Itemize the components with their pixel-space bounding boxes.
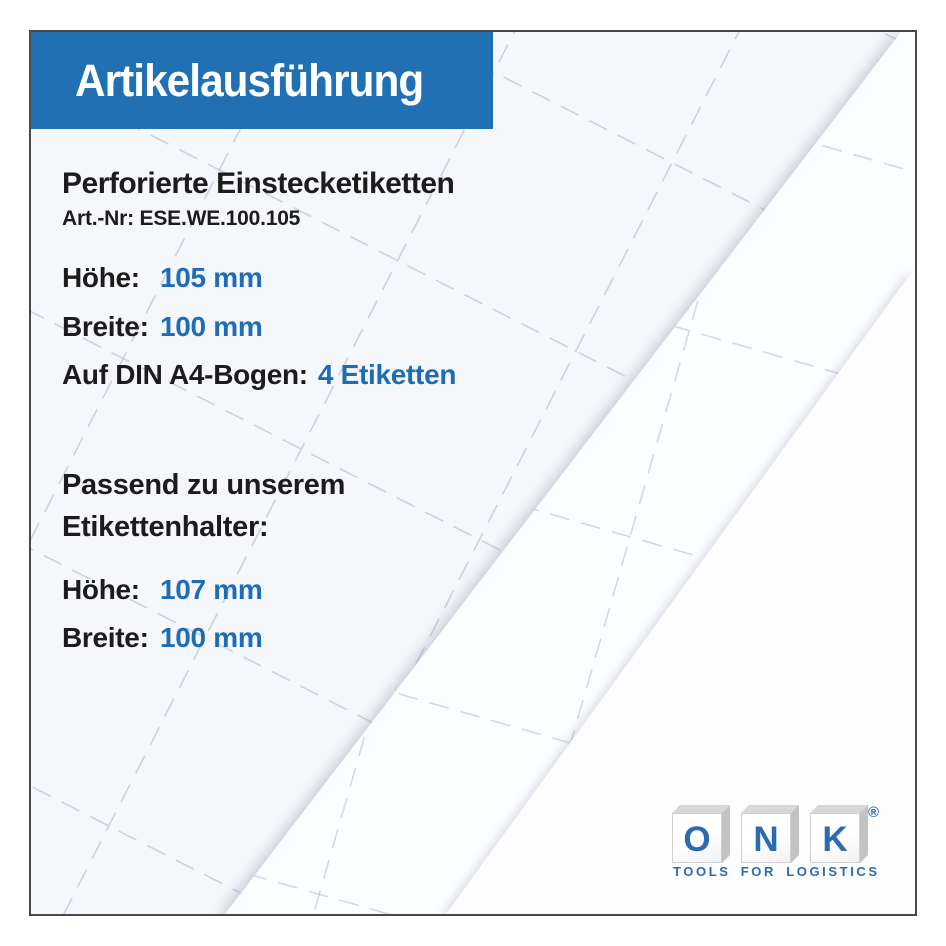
logo-cube-k (810, 813, 860, 863)
spec-row-width (62, 310, 263, 344)
banner (31, 32, 493, 129)
spec-label: Breite: (62, 622, 149, 653)
spec-value: 100 mm (160, 622, 263, 653)
logo-letter-k: K (822, 819, 848, 859)
article-number: Art.-Nr: ESE.WE.100.105 (62, 207, 301, 230)
spec-value: 100 mm (160, 311, 263, 342)
spec-label: Breite: (62, 311, 149, 342)
registered-trademark-icon: ® (868, 804, 880, 821)
logo-cube-o (672, 813, 722, 863)
spec-row-labels-per-sheet (62, 358, 456, 392)
holder-spec-row-height (62, 573, 263, 607)
holder-spec-row-width (62, 621, 263, 655)
banner-title: Artikelausführung (75, 54, 424, 106)
spec-label: Höhe: (62, 574, 140, 605)
spec-value: 107 mm (160, 574, 263, 605)
logo-letter-n: N (753, 819, 779, 859)
logo-cube-n (741, 813, 791, 863)
spec-value: 105 mm (160, 262, 263, 293)
holder-heading (62, 464, 345, 548)
image-frame (29, 30, 917, 916)
spec-label: Auf DIN A4-Bogen: (62, 359, 308, 390)
onk-logo (672, 804, 912, 888)
spec-row-height (62, 261, 263, 295)
spec-label: Höhe: (62, 262, 140, 293)
logo-tagline: TOOLS FOR LOGISTICS (673, 864, 880, 879)
holder-heading-line2: Etikettenhalter: (62, 511, 269, 543)
product-title: Perforierte Einstecketiketten (62, 167, 455, 200)
holder-heading-line1: Passend zu unserem (62, 469, 346, 501)
logo-letter-o: O (683, 819, 711, 859)
spec-value: 4 Etiketten (317, 359, 457, 390)
